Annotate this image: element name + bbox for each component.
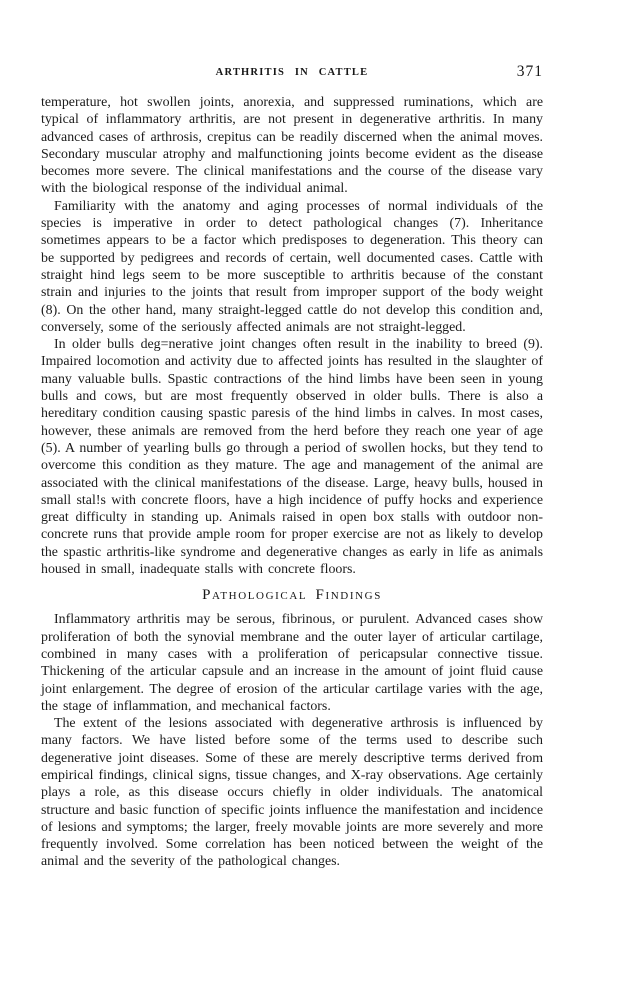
body-paragraph-4: Inflammatory arthritis may be serous, fibrinous, or purulent. Advanced cases show proliferation of both the synovial membrane and the outer layer of articular cartilage, combined in many cases with a proliferation of pericapsular connective tissue. Thickening of the articular capsule and an increase in the amount of joint fluid cause joint enlargement. The degree of erosion of the articular cartilage varies with the age, the stage of inflammation, and mechanical factors.: [41, 612, 543, 714]
body-paragraph-5: The extent of the lesions associated with degenerative arthrosis is influenced by many factors. We have listed before some of the terms used to describe such degenerative joint diseases. Some of these are merely descriptive terms derived from empirical findings, clinical signs, tissue changes, and X-ray observations. Age certainly plays a role, as this disease occurs chiefly in older individuals. The anatomical structure and basic function of specific joints influence the manifestation and incidence of lesions and symptoms; the larger, freely movable joints are more severely and more frequently involved. Some correlation has been noticed between the weight of the animal and the severity of the pathological changes.: [41, 716, 543, 870]
section-heading-pathological-findings: Pathological Findings: [202, 587, 382, 604]
running-head-title: ARTHRITIS IN CATTLE: [215, 67, 369, 78]
body-paragraph-1: temperature, hot swollen joints, anorexia, and suppressed ruminations, which are typical of inflammatory arthritis, are not present in degenerative arthritis. In many advanced cases of arthrosis, crepitus can be readily discerned when the animal moves. Secondary muscular atrophy and malfunctioning joints become evident as the disease becomes more severe. The clinical manifestations and the course of the disease vary with the biological response of the individual animal.: [41, 95, 543, 197]
running-header: [41, 63, 543, 82]
body-paragraph-2: Familiarity with the anatomy and aging processes of normal individuals of the species is imperative in order to detect pathological changes (7). Inheritance sometimes appears to be a factor which predisposes to degeneration. This theory can be supported by pedigrees and records of certain, well documented cases. Cattle with straight hind legs seem to be more susceptible to arthritis because of the constant strain and injuries to the joints that result from improper support of the body weight (8). On the other hand, many straight-legged cattle do not develop this condition and, conversely, some of the seriously affected animals are not straight-legged.: [41, 198, 543, 335]
page-number: 371: [516, 63, 543, 80]
body-paragraph-3: In older bulls deg=nerative joint changes often result in the inability to breed (9). Impaired locomotion and activity due to affected joints has resulted in the slaughter of many valuable bulls. Spastic contractions of the hind limbs have been seen in young bulls and cows, but are most frequently observed in older bulls. There is also a hereditary condition causing spastic paresis of the hind limbs in calves. In most cases, however, these animals are removed from the herd before they reach one year of age (5). A number of yearling bulls go through a period of swollen hocks, but they tend to overcome this condition as they mature. The age and management of the animal are associated with the clinical manifestations of the disease. Large, heavy bulls, housed in small stal!s with concrete floors, have a high incidence of puffy hocks and experience great difficulty in standing up. Animals raised in open box stalls with outdoor non-concrete runs that provide ample room for proper exercise are not as likely to develop the spastic arthritis-like syndrome and degenerative changes as early in life as animals housed in small, inadequate stalls with concrete floors.: [41, 337, 543, 578]
